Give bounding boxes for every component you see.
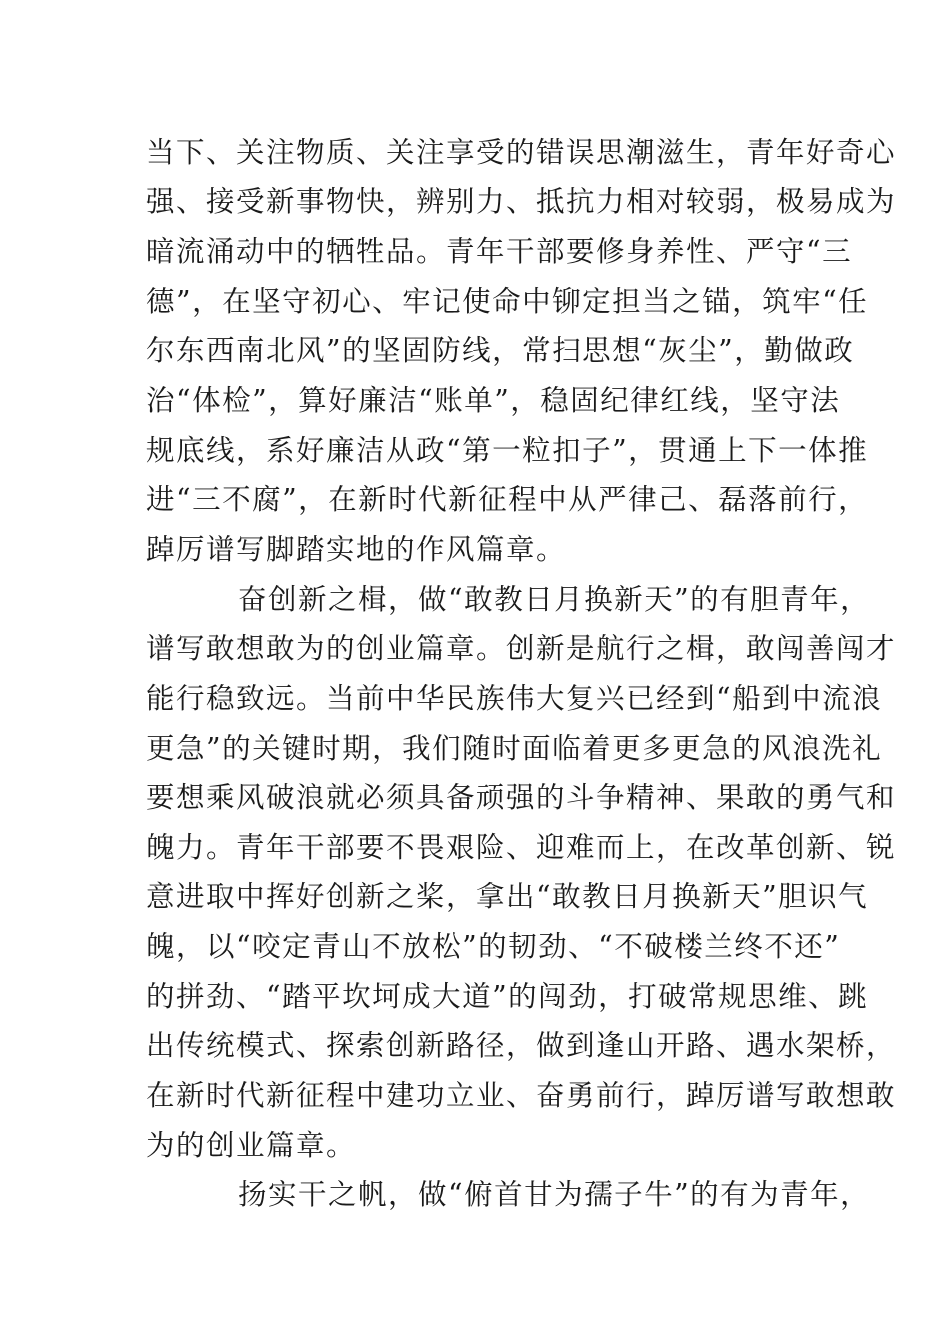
text-line: 强、接受新事物快，辨别力、抵抗力相对较弱，极易成为 <box>146 185 897 218</box>
text-line: 为的创业篇章。 <box>146 1129 357 1162</box>
text-line: 当下、关注物质、关注享受的错误思潮滋生，青年好奇心 <box>146 136 897 169</box>
text-line: 治“体检”，算好廉洁“账单”，稳固纪律红线，坚守法 <box>146 384 841 417</box>
text-line: 要想乘风破浪就必须具备顽强的斗争精神、果敢的勇气和 <box>146 781 897 814</box>
text-line: 魄，以“咬定青山不放松”的韧劲、“不破楼兰终不还” <box>146 930 841 963</box>
paragraph-first-line: 奋创新之楫，做“敢教日月换新天”的有胆青年， <box>238 583 871 616</box>
text-line: 暗流涌动中的牺牲品。青年干部要修身养性、严守“三 <box>146 235 853 268</box>
text-line: 能行稳致远。当前中华民族伟大复兴已经到“船到中流浪 <box>146 682 883 715</box>
text-line: 魄力。青年干部要不畏艰险、迎难而上，在改革创新、锐 <box>146 831 897 864</box>
text-line: 德”，在坚守初心、牢记使命中铆定担当之锚，筑牢“任 <box>146 285 869 318</box>
text-line: 踔厉谱写脚踏实地的作风篇章。 <box>146 533 567 566</box>
text-line: 的拼劲、“踏平坎坷成大道”的闯劲，打破常规思维、跳 <box>146 980 869 1013</box>
text-line: 更急”的关键时期，我们随时面临着更多更急的风浪洗礼 <box>146 732 883 765</box>
text-line: 在新时代新征程中建功立业、奋勇前行，踔厉谱写敢想敢 <box>146 1079 897 1112</box>
text-line: 尔东西南北风”的坚固防线，常扫思想“灰尘”，勤做政 <box>146 334 855 367</box>
text-line: 出传统模式、探索创新路径，做到逢山开路、遇水架桥， <box>146 1029 897 1062</box>
paragraph-first-line: 扬实干之帆，做“俯首甘为孺子牛”的有为青年， <box>238 1178 871 1211</box>
text-line: 谱写敢想敢为的创业篇章。创新是航行之楫，敢闯善闯才 <box>146 632 897 665</box>
text-line: 进“三不腐”，在新时代新征程中从严律己、磊落前行， <box>146 483 869 516</box>
text-line: 规底线，系好廉洁从政“第一粒扣子”，贯通上下一体推 <box>146 434 869 467</box>
text-line: 意进取中挥好创新之桨，拿出“敢教日月换新天”胆识气 <box>146 880 869 913</box>
